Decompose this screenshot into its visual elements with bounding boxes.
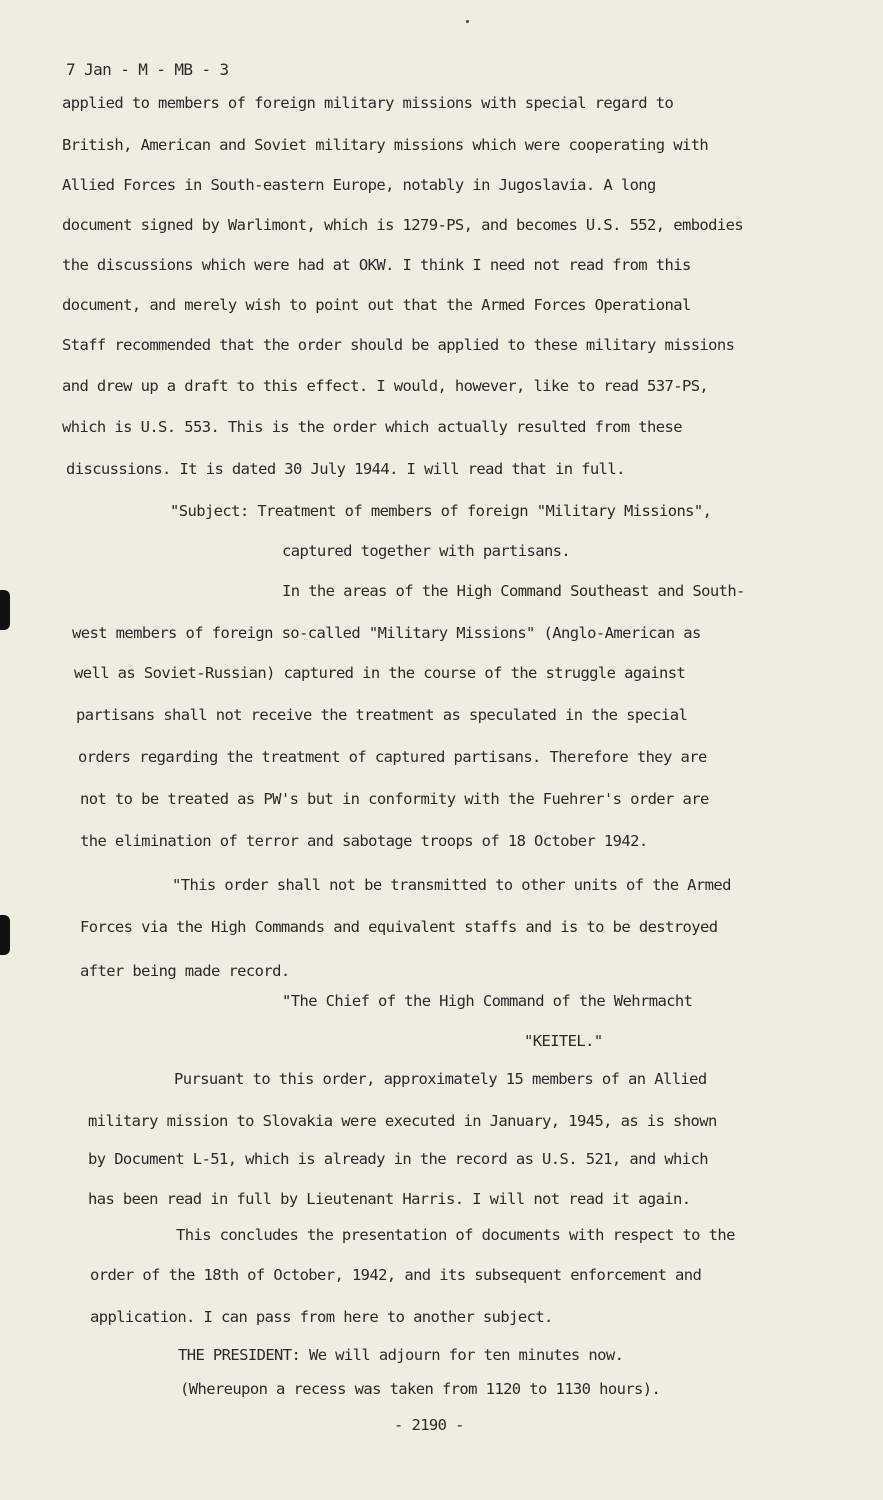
- text-line: and drew up a draft to this effect. I would, however, like to read 537-PS,: [62, 377, 709, 395]
- signature-title: "The Chief of the High Command of the Wehrmacht: [282, 992, 693, 1010]
- punch-hole-mark: [0, 590, 10, 630]
- quote-subject-line: captured together with partisans.: [282, 542, 571, 560]
- president-statement: THE PRESIDENT: We will adjourn for ten minutes now.: [178, 1346, 624, 1364]
- text-line: document, and merely wish to point out that the Armed Forces Operational: [62, 296, 691, 314]
- text-line: order of the 18th of October, 1942, and its subsequent enforcement and: [90, 1266, 702, 1284]
- signature-name: "KEITEL.": [524, 1032, 603, 1050]
- text-line: British, American and Soviet military missions which were cooperating with: [62, 136, 709, 154]
- quote-text-line: "This order shall not be transmitted to other units of the Armed: [172, 876, 731, 894]
- text-line: discussions. It is dated 30 July 1944. I will read that in full.: [66, 460, 625, 478]
- quote-text-line: well as Soviet-Russian) captured in the course of the struggle against: [74, 664, 686, 682]
- text-line: the discussions which were had at OKW. I think I need not read from this: [62, 256, 691, 274]
- quote-text-line: In the areas of the High Command Southeast and South-: [282, 582, 745, 600]
- text-line: by Document L-51, which is already in the record as U.S. 521, and which: [88, 1150, 708, 1168]
- text-line: document signed by Warlimont, which is 1279-PS, and becomes U.S. 552, embodies: [62, 216, 744, 234]
- quote-text-line: west members of foreign so-called "Military Missions" (Anglo-American as: [72, 624, 701, 642]
- text-line: has been read in full by Lieutenant Harris. I will not read it again.: [88, 1190, 691, 1208]
- punch-hole-mark: [0, 915, 10, 955]
- header-reference: 7 Jan - M - MB - 3: [66, 60, 229, 79]
- text-line: military mission to Slovakia were executed in January, 1945, as is shown: [88, 1112, 717, 1130]
- quote-text-line: after being made record.: [80, 962, 290, 980]
- text-line: Staff recommended that the order should be applied to these military missions: [62, 336, 735, 354]
- text-line: Allied Forces in South-eastern Europe, notably in Jugoslavia. A long: [62, 176, 656, 194]
- quote-text-line: partisans shall not receive the treatment as speculated in the special: [76, 706, 688, 724]
- quote-subject-line: "Subject: Treatment of members of foreign "Military Missions",: [170, 502, 712, 520]
- text-line: which is U.S. 553. This is the order which actually resulted from these: [62, 418, 682, 436]
- quote-text-line: orders regarding the treatment of captured partisans. Therefore they are: [78, 748, 707, 766]
- text-line: This concludes the presentation of documents with respect to the: [176, 1226, 735, 1244]
- recess-note: (Whereupon a recess was taken from 1120 to 1130 hours).: [180, 1380, 661, 1398]
- text-line: Pursuant to this order, approximately 15 members of an Allied: [174, 1070, 707, 1088]
- quote-text-line: Forces via the High Commands and equivalent staffs and is to be destroyed: [80, 918, 718, 936]
- quote-text-line: the elimination of terror and sabotage troops of 18 October 1942.: [80, 832, 648, 850]
- page-number: - 2190 -: [394, 1416, 464, 1434]
- quote-text-line: not to be treated as PW's but in conformity with the Fuehrer's order are: [80, 790, 709, 808]
- text-line: application. I can pass from here to another subject.: [90, 1308, 553, 1326]
- ink-speck: [466, 20, 469, 23]
- text-line: applied to members of foreign military missions with special regard to: [62, 94, 674, 112]
